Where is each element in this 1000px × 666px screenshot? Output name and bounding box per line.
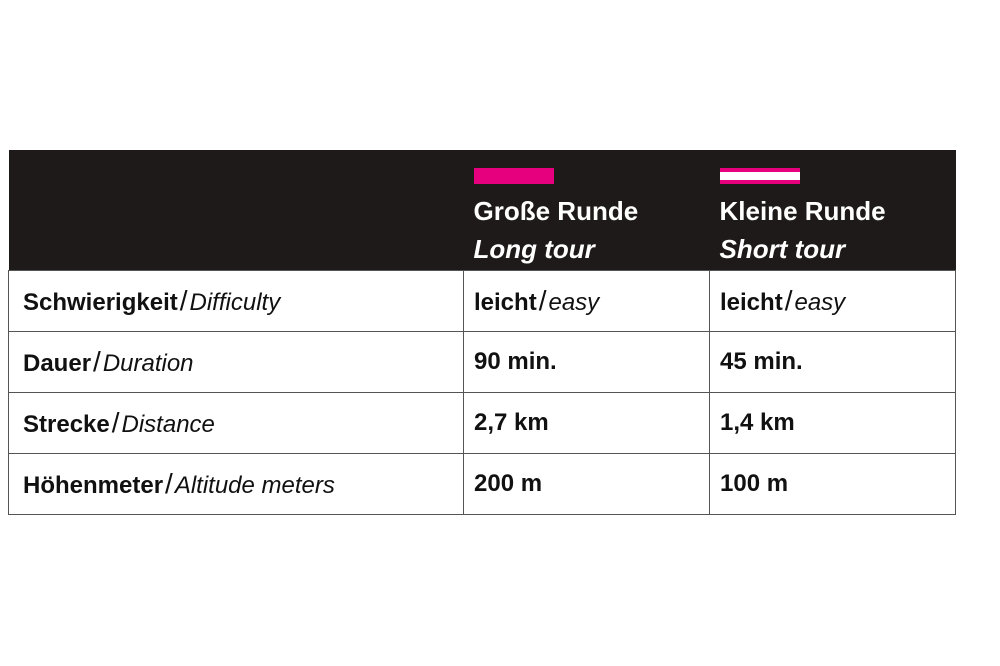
table-row-difficulty [9,271,956,332]
long-tour-distance: 2,7 km [464,393,710,454]
short-tour-difficulty: leicht/easy [710,271,956,332]
table-row-duration [9,332,956,393]
long-tour-subtitle: Long tour [473,234,595,264]
long-tour-altitude: 200 m [464,454,710,515]
long-tour-route-marker [474,168,554,184]
row-label-difficulty: Schwierigkeit/Difficulty [9,271,464,332]
table-row-altitude [9,454,956,515]
header-long-tour [464,150,710,271]
short-tour-title: Kleine Runde [719,196,886,226]
long-tour-duration: 90 min. [464,332,710,393]
short-tour-altitude: 100 m [710,454,956,515]
row-label-duration: Dauer/Duration [9,332,464,393]
table-row-distance [9,393,956,454]
header-short-tour [710,150,956,271]
short-tour-route-marker [720,168,800,184]
short-tour-duration: 45 min. [710,332,956,393]
tour-comparison-table [8,150,956,515]
short-tour-distance: 1,4 km [710,393,956,454]
row-label-altitude: Höhenmeter/Altitude meters [9,454,464,515]
table-header-row [9,150,956,271]
long-tour-title: Große Runde [473,196,639,226]
row-label-distance: Strecke/Distance [9,393,464,454]
short-tour-subtitle: Short tour [719,234,846,264]
header-empty-cell [9,150,464,271]
long-tour-difficulty: leicht/easy [464,271,710,332]
